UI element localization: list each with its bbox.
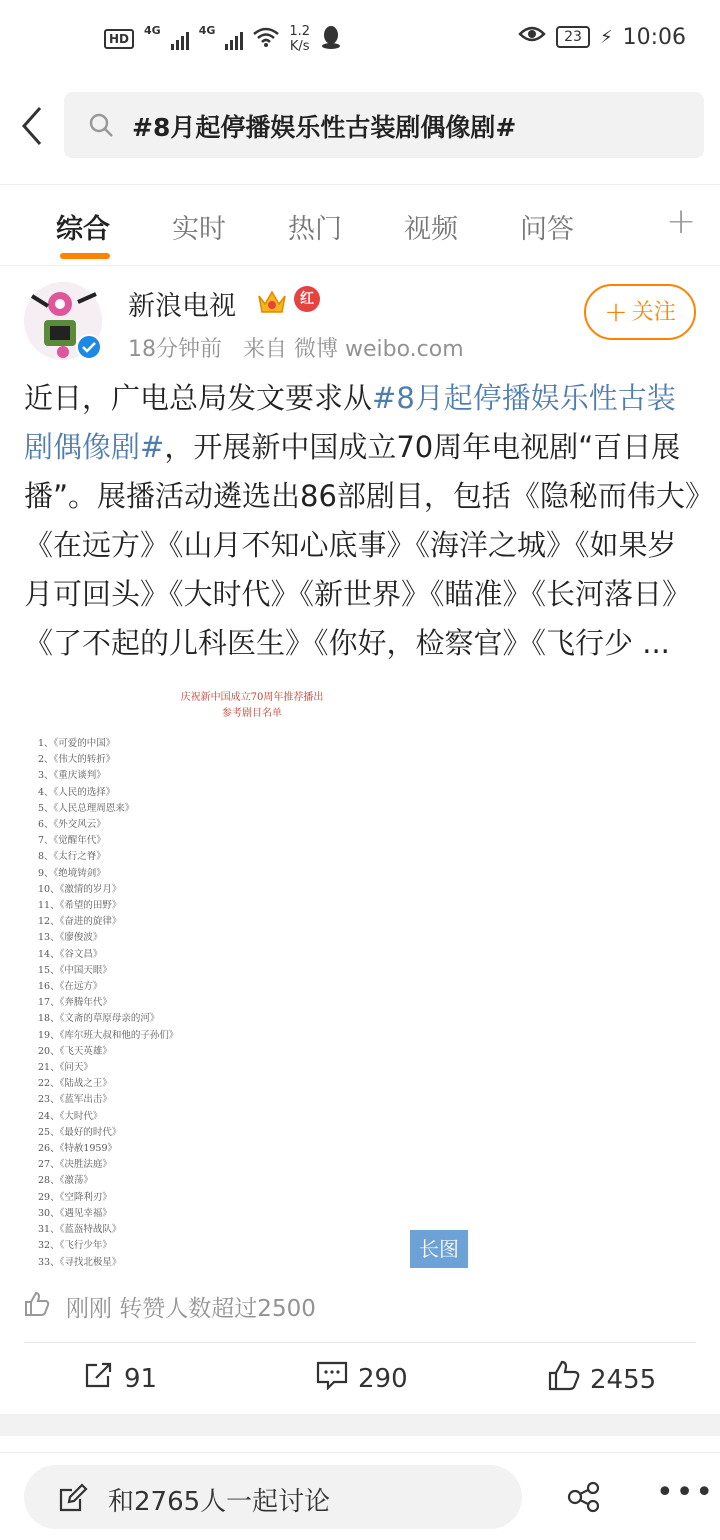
image-list-item: 33、《寻找北极星》 xyxy=(38,1256,122,1268)
active-tab-indicator xyxy=(60,253,110,259)
share-out-icon xyxy=(84,1360,114,1397)
tab-bar xyxy=(0,184,720,266)
search-icon xyxy=(88,112,116,144)
comment-button[interactable] xyxy=(316,1360,408,1397)
eye-icon xyxy=(518,24,546,50)
image-list-item: 29、《空降利刃》 xyxy=(38,1191,112,1203)
vip-crown-icon xyxy=(256,286,288,320)
image-list-item: 4、《人民的选择》 xyxy=(38,786,116,798)
image-list-item: 1、《可爱的中国》 xyxy=(38,738,116,749)
repost-button[interactable] xyxy=(84,1360,157,1397)
like-count: 2455 xyxy=(590,1364,657,1395)
repost-count: 91 xyxy=(124,1363,158,1394)
long-image-badge: 长图 xyxy=(410,1230,468,1268)
image-title-line1: 庆祝新中国成立70周年推荐播出 xyxy=(180,692,324,703)
like-button[interactable] xyxy=(548,1360,656,1399)
like-icon xyxy=(548,1360,580,1399)
search-query[interactable]: #8月起停播娱乐性古装剧偶像剧# xyxy=(132,113,517,142)
tab-video[interactable]: 视频 xyxy=(404,214,458,245)
discuss-input[interactable] xyxy=(24,1465,522,1529)
image-list-item: 31、《蓝盔特战队》 xyxy=(38,1224,122,1236)
divider xyxy=(24,1342,696,1343)
image-list-item: 25、《最好的时代》 xyxy=(38,1126,122,1138)
red-badge-icon: 红 xyxy=(294,286,320,312)
charging-icon: ⚡ xyxy=(599,26,613,48)
post-image[interactable] xyxy=(24,672,480,1272)
tab-zonghe[interactable]: 综合 xyxy=(56,214,110,245)
image-list-item: 18、《文斋的草原母亲的河》 xyxy=(38,1013,160,1025)
comment-count: 290 xyxy=(358,1363,408,1394)
tab-hot[interactable]: 热门 xyxy=(288,214,342,245)
tab-realtime[interactable]: 实时 xyxy=(172,214,226,245)
image-list-item: 3、《重庆谈判》 xyxy=(38,770,106,782)
image-list-item: 11、《希望的田野》 xyxy=(38,900,122,912)
image-list-item: 5、《人民总理周恩来》 xyxy=(38,802,135,814)
image-list-item: 2、《伟大的转折》 xyxy=(38,754,116,766)
image-list-item: 27、《决胜法庭》 xyxy=(38,1159,112,1171)
image-list-item: 10、《激情的岁月》 xyxy=(38,883,122,895)
section-gap xyxy=(0,1414,720,1436)
image-list-item: 12、《奋进的旋律》 xyxy=(38,916,122,928)
more-options-icon[interactable]: ••• xyxy=(656,1475,716,1510)
verified-icon xyxy=(76,334,102,364)
search-bar[interactable] xyxy=(64,92,704,158)
avatar[interactable] xyxy=(24,282,102,360)
image-list-item: 22、《陆战之王》 xyxy=(38,1078,112,1090)
signal-icon-2 xyxy=(225,28,243,50)
clock: 10:06 xyxy=(622,24,686,50)
share-icon[interactable] xyxy=(566,1481,602,1517)
author-name[interactable]: 新浪电视 xyxy=(128,291,236,322)
plus-icon: + xyxy=(604,295,628,328)
status-bar xyxy=(0,0,720,84)
comment-icon xyxy=(316,1360,348,1397)
net-speed: 1.2 K/s xyxy=(289,24,311,54)
image-list-item: 8、《太行之脊》 xyxy=(38,851,106,863)
tab-qa[interactable]: 问答 xyxy=(520,214,574,245)
signal-4g-label-2: 4G xyxy=(198,24,216,37)
back-button[interactable] xyxy=(18,104,58,148)
bottom-bar xyxy=(0,1452,720,1540)
image-list-item: 15、《中国天眼》 xyxy=(38,964,112,976)
discuss-label: 和2765人一起讨论 xyxy=(108,1487,331,1517)
follow-button[interactable]: + 关注 xyxy=(584,284,696,340)
post-meta xyxy=(128,332,464,363)
post-time: 18分钟前 xyxy=(128,337,222,362)
image-list-item: 19、《库尔班大叔和他的子孙们》 xyxy=(38,1029,179,1041)
signal-4g-label: 4G xyxy=(144,24,161,37)
image-list-item: 30、《遇见幸福》 xyxy=(38,1207,112,1219)
qq-icon xyxy=(320,24,342,54)
signal-icon xyxy=(171,28,189,50)
image-list-item: 20、《飞天英雄》 xyxy=(38,1045,112,1057)
image-list-item: 17、《奔腾年代》 xyxy=(38,997,112,1009)
image-list-item: 13、《廖俊波》 xyxy=(38,932,103,944)
wifi-icon xyxy=(253,27,279,51)
image-list-item: 28、《激荡》 xyxy=(38,1175,93,1187)
hashtag-link[interactable]: #8月起停播娱乐性古装剧偶像剧# xyxy=(24,381,676,464)
image-list-item: 9、《绝境铸剑》 xyxy=(38,867,106,879)
image-list-item: 7、《觉醒年代》 xyxy=(38,835,106,847)
battery-indicator: 23 xyxy=(556,26,590,48)
image-list-item: 26、《特赦1959》 xyxy=(38,1143,118,1155)
image-list-item: 32、《飞行少年》 xyxy=(38,1240,112,1252)
image-title-line2: 参考剧目名单 xyxy=(222,708,282,719)
image-list-item: 24、《大时代》 xyxy=(38,1110,103,1122)
edit-icon xyxy=(58,1483,88,1517)
post-source: 来自 微博 xyxy=(243,337,338,362)
like-note: 刚刚 转赞人数超过2500 xyxy=(24,1290,316,1323)
image-list-item: 21、《问天》 xyxy=(38,1062,93,1074)
add-tab-icon[interactable]: + xyxy=(666,201,697,242)
thumb-icon xyxy=(24,1291,50,1323)
hd-indicator: HD xyxy=(104,29,134,49)
post-text: 近日，广电总局发文要求从#8月起停播娱乐性古装剧偶像剧#，开展新中国成立70周年电视剧“百日展播”。展播活动遴选出86部剧目，包括《隐秘而伟大》《在远方》《山月不知心底事》《海洋之城》《如果岁月可回头》《大时代》《新世界》《瞄准》《长河落日》《了不起的儿科医生》《你好，检察官》《飞行少 ... xyxy=(24,374,700,717)
image-list-item: 14、《谷文昌》 xyxy=(38,948,103,960)
image-list-item: 16、《在远方》 xyxy=(38,981,103,993)
post-source-domain: weibo.com xyxy=(345,337,464,362)
image-list xyxy=(38,736,178,1271)
image-list-item: 6、《外交风云》 xyxy=(38,819,106,831)
image-list-item: 23、《蓝军出击》 xyxy=(38,1094,112,1106)
